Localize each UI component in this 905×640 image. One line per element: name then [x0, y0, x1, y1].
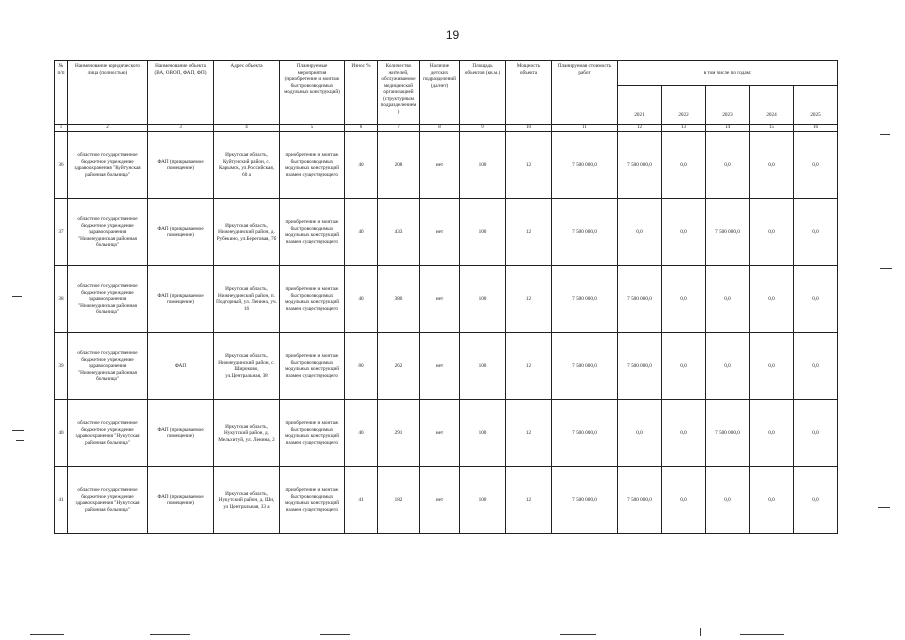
cell-address: Иркутская область, Нижнеудинский район, п. Подгорный, ул. Ленина, уч. 16: [214, 266, 280, 333]
scan-artifact: [740, 634, 784, 635]
header-area: Площадь объектов (кв.м.): [460, 61, 506, 125]
cell-population: 291: [378, 400, 420, 467]
header-measures: Планируемые мероприятия (приобретение и монтаж быстровозводимых модульных конструкций): [280, 61, 345, 125]
cell-y2025: 0,0: [794, 467, 838, 534]
cell-wear: 40: [345, 400, 378, 467]
cell-children: нет: [420, 467, 460, 534]
cell-y2024: 0,0: [750, 199, 794, 266]
cell-measures: приобретение и монтаж быстровозводимых модульных конструкций взамен существующего: [280, 333, 345, 400]
cell-y2025: 0,0: [794, 199, 838, 266]
cell-children: нет: [420, 132, 460, 199]
scan-artifact: [30, 634, 64, 635]
cell-area: 100: [460, 400, 506, 467]
header-years-group: в том числе по годам:: [618, 61, 838, 86]
header-year-2023: 2023: [706, 86, 750, 125]
cell-num: 41: [55, 467, 68, 534]
cell-y2021: 0,0: [618, 199, 662, 266]
cell-population: 380: [378, 266, 420, 333]
cell-y2021: 7 500 000,0: [618, 132, 662, 199]
column-number: 11: [552, 125, 618, 132]
header-entity: Наименование юридического лица (полностью): [68, 61, 148, 125]
cell-cost: 7 500 000,0: [552, 400, 618, 467]
cell-wear: 40: [345, 266, 378, 333]
facilities-table: [54, 60, 838, 534]
cell-entity: областное государственное бюджетное учреждение здравоохранения "Нижнеудинская районная больница": [68, 333, 148, 400]
cell-y2024: 0,0: [750, 132, 794, 199]
cell-wear: 40: [345, 132, 378, 199]
cell-area: 100: [460, 199, 506, 266]
scan-artifact: [878, 507, 890, 508]
header-population: Количество жителей, обслуживаемое медицинской организацией (структурным подразделением): [378, 61, 420, 125]
cell-entity: областное государственное бюджетное учреждение здравоохранения "Нижнеудинская районная больница": [68, 199, 148, 266]
cell-capacity: 12: [506, 199, 552, 266]
scan-artifact: [560, 634, 596, 635]
cell-address: Иркутская область, Нижнеудинский район, с. Широково, ул.Центральная, 38: [214, 333, 280, 400]
cell-wear: 80: [345, 333, 378, 400]
cell-children: нет: [420, 400, 460, 467]
cell-y2022: 0,0: [662, 333, 706, 400]
column-number: 12: [618, 125, 662, 132]
table-row: [55, 199, 838, 266]
header-address: Адрес объекта: [214, 61, 280, 125]
cell-y2022: 0,0: [662, 467, 706, 534]
header-cost: Планируемая стоимость работ: [552, 61, 618, 125]
scan-artifact: [150, 634, 190, 635]
column-number: 13: [662, 125, 706, 132]
header-object: Наименование объекта (ВА, ОВОП, ФАП, ФП): [148, 61, 214, 125]
cell-object: ФАП (прикрываемое помещение): [148, 400, 214, 467]
cell-address: Иркутская область, Нижнеудинский район, д. Рубекино, ул.Береговая, 7б: [214, 199, 280, 266]
cell-y2021: 7 500 000,0: [618, 467, 662, 534]
header-year-2022: 2022: [662, 86, 706, 125]
cell-object: ФАП (прикрываемое помещение): [148, 467, 214, 534]
header-capacity: Мощность объекта: [506, 61, 552, 125]
cell-num: 37: [55, 199, 68, 266]
scan-artifact: [16, 440, 24, 441]
column-number: 1: [55, 125, 68, 132]
cell-children: нет: [420, 333, 460, 400]
cell-measures: приобретение и монтаж быстровозводимых модульных конструкций взамен существующего: [280, 199, 345, 266]
cell-children: нет: [420, 266, 460, 333]
cell-entity: областное государственное бюджетное учреждение здравоохранения "Нукутская районная больница": [68, 400, 148, 467]
cell-y2023: 0,0: [706, 266, 750, 333]
column-number: 7: [378, 125, 420, 132]
column-number: 9: [460, 125, 506, 132]
cell-object: ФАП (прикрываемое помещение): [148, 199, 214, 266]
cell-area: 100: [460, 132, 506, 199]
cell-y2024: 0,0: [750, 467, 794, 534]
scan-artifact: [880, 134, 890, 135]
column-number: 3: [148, 125, 214, 132]
table-row: [55, 400, 838, 467]
cell-y2023: 0,0: [706, 467, 750, 534]
cell-y2023: 0,0: [706, 132, 750, 199]
cell-y2021: 7 500 000,0: [618, 266, 662, 333]
cell-object: ФАП (прикрываемое помещение): [148, 132, 214, 199]
cell-entity: областное государственное бюджетное учреждение здравоохранения "Куйтунская районная больница": [68, 132, 148, 199]
column-number-row: [55, 125, 838, 132]
cell-population: 208: [378, 132, 420, 199]
column-number: 5: [280, 125, 345, 132]
cell-y2021: 0,0: [618, 400, 662, 467]
cell-address: Иркутская область, Нукутский район, д. Ши, ул Центральная, 33 а: [214, 467, 280, 534]
header-children: Наличие детских подразделений (да/нет): [420, 61, 460, 125]
cell-wear: 40: [345, 199, 378, 266]
cell-y2025: 0,0: [794, 266, 838, 333]
cell-area: 100: [460, 266, 506, 333]
cell-y2024: 0,0: [750, 400, 794, 467]
cell-cost: 7 500 000,0: [552, 333, 618, 400]
cell-population: 262: [378, 333, 420, 400]
cell-measures: приобретение и монтаж быстровозводимых модульных конструкций взамен существующего: [280, 467, 345, 534]
cell-y2025: 0,0: [794, 400, 838, 467]
cell-y2025: 0,0: [794, 333, 838, 400]
cell-capacity: 12: [506, 467, 552, 534]
cell-capacity: 12: [506, 132, 552, 199]
column-number: 16: [794, 125, 838, 132]
cell-entity: областное государственное бюджетное учреждение здравоохранения "Нукутская районная больница": [68, 467, 148, 534]
cell-num: 40: [55, 400, 68, 467]
scan-artifact: [700, 628, 701, 636]
cell-cost: 7 500 000,0: [552, 199, 618, 266]
cell-cost: 7 500 000,0: [552, 467, 618, 534]
cell-area: 100: [460, 467, 506, 534]
cell-y2022: 0,0: [662, 400, 706, 467]
column-number: 8: [420, 125, 460, 132]
page-number: 19: [445, 28, 460, 42]
column-number: 4: [214, 125, 280, 132]
cell-population: 433: [378, 199, 420, 266]
cell-y2023: 0,0: [706, 333, 750, 400]
cell-area: 100: [460, 333, 506, 400]
header-num: № п/п: [55, 61, 68, 125]
scan-artifact: [12, 296, 22, 297]
cell-capacity: 12: [506, 400, 552, 467]
table-row: [55, 266, 838, 333]
cell-y2022: 0,0: [662, 132, 706, 199]
cell-num: 38: [55, 266, 68, 333]
scan-artifact: [12, 430, 24, 431]
cell-object: ФАП: [148, 333, 214, 400]
table-row: [55, 132, 838, 199]
cell-y2025: 0,0: [794, 132, 838, 199]
cell-entity: областное государственное бюджетное учреждение здравоохранения "Нижнеудинская районная больница": [68, 266, 148, 333]
cell-address: Иркутская область, Куйтунский район, с. Карымск, ул.Российская, 60 а: [214, 132, 280, 199]
column-number: 10: [506, 125, 552, 132]
cell-object: ФАП (прикрываемое помещение): [148, 266, 214, 333]
header-year-2024: 2024: [750, 86, 794, 125]
header-year-2025: 2025: [794, 86, 838, 125]
column-number: 2: [68, 125, 148, 132]
table-row: [55, 333, 838, 400]
cell-wear: 41: [345, 467, 378, 534]
table-row: [55, 467, 838, 534]
cell-num: 39: [55, 333, 68, 400]
column-number: 15: [750, 125, 794, 132]
cell-capacity: 12: [506, 266, 552, 333]
cell-y2024: 0,0: [750, 333, 794, 400]
column-number: 6: [345, 125, 378, 132]
scan-artifact: [880, 268, 892, 269]
scan-artifact: [320, 634, 350, 635]
cell-y2024: 0,0: [750, 266, 794, 333]
cell-y2023: 7 500 000,0: [706, 199, 750, 266]
cell-measures: приобретение и монтаж быстровозводимых модульных конструкций взамен существующего: [280, 266, 345, 333]
cell-y2022: 0,0: [662, 266, 706, 333]
cell-population: 182: [378, 467, 420, 534]
cell-cost: 7 500 000,0: [552, 266, 618, 333]
cell-address: Иркутская область, Нукутский район, д. Мельхитуй, ул. Ленина, 2: [214, 400, 280, 467]
header-wear: Износ %: [345, 61, 378, 125]
header-year-2021: 2021: [618, 86, 662, 125]
column-number: 14: [706, 125, 750, 132]
cell-capacity: 12: [506, 333, 552, 400]
cell-cost: 7 500 000,0: [552, 132, 618, 199]
cell-measures: приобретение и монтаж быстровозводимых модульных конструкций взамен существующего: [280, 132, 345, 199]
cell-num: 36: [55, 132, 68, 199]
cell-children: нет: [420, 199, 460, 266]
cell-y2022: 0,0: [662, 199, 706, 266]
cell-y2023: 7 500 000,0: [706, 400, 750, 467]
cell-y2021: 7 500 000,0: [618, 333, 662, 400]
cell-measures: приобретение и монтаж быстровозводимых модульных конструкций взамен существующего: [280, 400, 345, 467]
